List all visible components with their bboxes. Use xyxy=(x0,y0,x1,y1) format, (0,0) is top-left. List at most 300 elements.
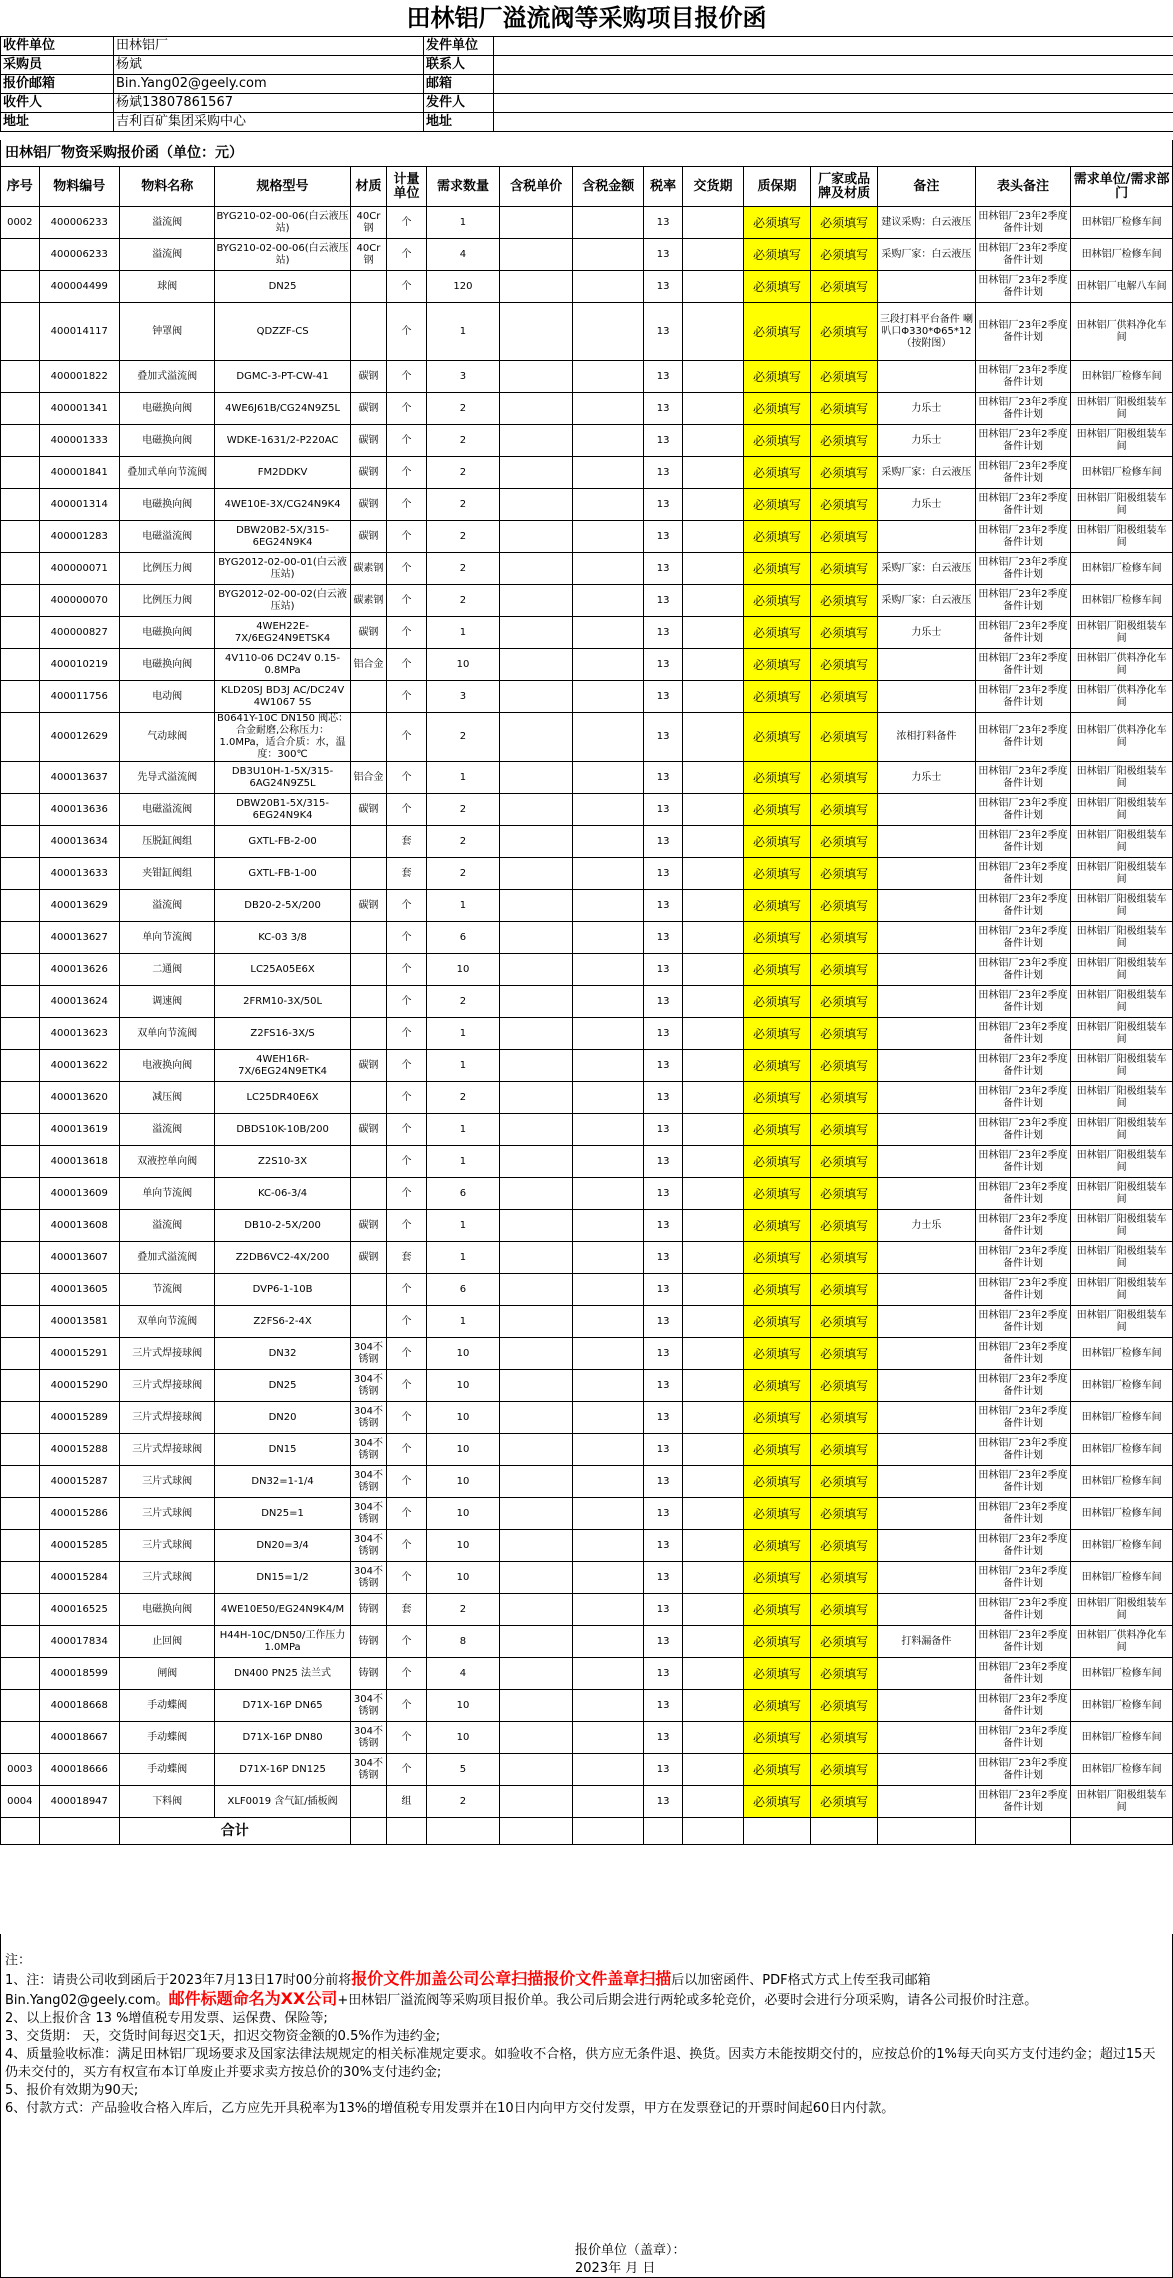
unit-price-input[interactable] xyxy=(500,1370,573,1402)
amount-input[interactable] xyxy=(573,922,644,954)
unit-price-input[interactable] xyxy=(500,826,573,858)
delivery-input[interactable] xyxy=(682,553,743,585)
remark xyxy=(878,826,976,858)
material: 碳钢 xyxy=(350,617,387,649)
unit-price-input[interactable] xyxy=(500,553,573,585)
material-code: 400012629 xyxy=(39,713,119,762)
brand-input[interactable]: 必须填写 xyxy=(811,1754,878,1786)
unit-price-input[interactable] xyxy=(500,1466,573,1498)
delivery-input[interactable] xyxy=(682,617,743,649)
delivery-input[interactable] xyxy=(682,1306,743,1338)
unit-price-input[interactable] xyxy=(500,1178,573,1210)
amount-input[interactable] xyxy=(573,1082,644,1114)
amount-input[interactable] xyxy=(573,986,644,1018)
brand-input[interactable]: 必须填写 xyxy=(811,617,878,649)
warranty-input[interactable]: 必须填写 xyxy=(743,1786,810,1818)
delivery-input[interactable] xyxy=(682,1338,743,1370)
brand-input[interactable]: 必须填写 xyxy=(811,1274,878,1306)
column-header: 厂家或品牌及材质 xyxy=(811,167,878,207)
amount-input[interactable] xyxy=(573,271,644,303)
warranty-input[interactable]: 必须填写 xyxy=(743,585,810,617)
amount-input[interactable] xyxy=(573,1146,644,1178)
unit-price-input[interactable] xyxy=(500,1562,573,1594)
delivery-input[interactable] xyxy=(682,1562,743,1594)
delivery-input[interactable] xyxy=(682,1754,743,1786)
delivery-input[interactable] xyxy=(682,681,743,713)
delivery-input[interactable] xyxy=(682,1242,743,1274)
brand-input[interactable]: 必须填写 xyxy=(811,1402,878,1434)
brand-input[interactable]: 必须填写 xyxy=(811,585,878,617)
delivery-input[interactable] xyxy=(682,858,743,890)
material-code: 400015286 xyxy=(39,1498,119,1530)
delivery-input[interactable] xyxy=(682,1434,743,1466)
warranty-input[interactable]: 必须填写 xyxy=(743,649,810,681)
brand-input[interactable]: 必须填写 xyxy=(811,521,878,553)
spec-model: DN15=1/2 xyxy=(215,1562,350,1594)
brand-input[interactable]: 必须填写 xyxy=(811,207,878,239)
warranty-input[interactable]: 必须填写 xyxy=(743,1530,810,1562)
unit-price-input[interactable] xyxy=(500,271,573,303)
material-code: 400000070 xyxy=(39,585,119,617)
brand-input[interactable]: 必须填写 xyxy=(811,393,878,425)
unit-price-input[interactable] xyxy=(500,1498,573,1530)
delivery-input[interactable] xyxy=(682,1018,743,1050)
amount-input[interactable] xyxy=(573,1466,644,1498)
brand-input[interactable]: 必须填写 xyxy=(811,1498,878,1530)
amount-input[interactable] xyxy=(573,1018,644,1050)
info-row xyxy=(1,56,1173,75)
brand-input[interactable]: 必须填写 xyxy=(811,1338,878,1370)
unit: 个 xyxy=(387,1306,427,1338)
warranty-input[interactable]: 必须填写 xyxy=(743,1178,810,1210)
seq xyxy=(1,1690,40,1722)
delivery-input[interactable] xyxy=(682,1466,743,1498)
unit-price-input[interactable] xyxy=(500,1626,573,1658)
unit-price-input[interactable] xyxy=(500,1690,573,1722)
demand-dept: 田林铝厂阳极组装车间 xyxy=(1071,1242,1173,1274)
amount-input[interactable] xyxy=(573,1786,644,1818)
amount-input[interactable] xyxy=(573,1210,644,1242)
material: 铸钢 xyxy=(350,1658,387,1690)
brand-input[interactable]: 必须填写 xyxy=(811,1210,878,1242)
unit-price-input[interactable] xyxy=(500,457,573,489)
amount-input[interactable] xyxy=(573,553,644,585)
warranty-input[interactable]: 必须填写 xyxy=(743,986,810,1018)
amount-input[interactable] xyxy=(573,1562,644,1594)
brand-input[interactable]: 必须填写 xyxy=(811,1018,878,1050)
material-name: 三片式球阀 xyxy=(119,1466,215,1498)
amount-input[interactable] xyxy=(573,1274,644,1306)
brand-input[interactable]: 必须填写 xyxy=(811,1786,878,1818)
warranty-input[interactable]: 必须填写 xyxy=(743,762,810,794)
delivery-input[interactable] xyxy=(682,1594,743,1626)
delivery-input[interactable] xyxy=(682,762,743,794)
seq xyxy=(1,393,40,425)
amount-input[interactable] xyxy=(573,393,644,425)
unit-price-input[interactable] xyxy=(500,1018,573,1050)
delivery-input[interactable] xyxy=(682,489,743,521)
unit-price-input[interactable] xyxy=(500,858,573,890)
unit-price-input[interactable] xyxy=(500,303,573,361)
delivery-input[interactable] xyxy=(682,521,743,553)
unit-price-input[interactable] xyxy=(500,1722,573,1754)
unit-price-input[interactable] xyxy=(500,1306,573,1338)
unit-price-input[interactable] xyxy=(500,1402,573,1434)
brand-input[interactable]: 必须填写 xyxy=(811,1722,878,1754)
warranty-input[interactable]: 必须填写 xyxy=(743,858,810,890)
tax-rate: 13 xyxy=(644,826,683,858)
table-row xyxy=(1,762,1173,794)
delivery-input[interactable] xyxy=(682,1050,743,1082)
warranty-input[interactable]: 必须填写 xyxy=(743,954,810,986)
total-amount-input[interactable] xyxy=(573,1818,644,1845)
warranty-input[interactable]: 必须填写 xyxy=(743,1370,810,1402)
brand-input[interactable]: 必须填写 xyxy=(811,762,878,794)
amount-input[interactable] xyxy=(573,1594,644,1626)
brand-input[interactable]: 必须填写 xyxy=(811,826,878,858)
amount-input[interactable] xyxy=(573,858,644,890)
delivery-input[interactable] xyxy=(682,922,743,954)
unit-price-input[interactable] xyxy=(500,425,573,457)
brand-input[interactable]: 必须填写 xyxy=(811,1562,878,1594)
header-remark: 田林铝厂23年2季度备件计划 xyxy=(975,1242,1071,1274)
amount-input[interactable] xyxy=(573,1754,644,1786)
unit-price-input[interactable] xyxy=(500,794,573,826)
amount-input[interactable] xyxy=(573,1338,644,1370)
delivery-input[interactable] xyxy=(682,425,743,457)
brand-input[interactable]: 必须填写 xyxy=(811,1434,878,1466)
warranty-input[interactable]: 必须填写 xyxy=(743,425,810,457)
amount-input[interactable] xyxy=(573,1658,644,1690)
seq xyxy=(1,681,40,713)
brand-input[interactable]: 必须填写 xyxy=(811,858,878,890)
warranty-input[interactable]: 必须填写 xyxy=(743,890,810,922)
delivery-input[interactable] xyxy=(682,207,743,239)
brand-input[interactable]: 必须填写 xyxy=(811,1178,878,1210)
warranty-input[interactable]: 必须填写 xyxy=(743,1722,810,1754)
warranty-input[interactable]: 必须填写 xyxy=(743,553,810,585)
unit-price-input[interactable] xyxy=(500,585,573,617)
warranty-input[interactable]: 必须填写 xyxy=(743,393,810,425)
warranty-input[interactable]: 必须填写 xyxy=(743,239,810,271)
warranty-input[interactable]: 必须填写 xyxy=(743,1082,810,1114)
delivery-input[interactable] xyxy=(682,1146,743,1178)
amount-input[interactable] xyxy=(573,890,644,922)
amount-input[interactable] xyxy=(573,239,644,271)
warranty-input[interactable]: 必须填写 xyxy=(743,794,810,826)
brand-input[interactable]: 必须填写 xyxy=(811,1594,878,1626)
warranty-input[interactable]: 必须填写 xyxy=(743,922,810,954)
header-remark: 田林铝厂23年2季度备件计划 xyxy=(975,1434,1071,1466)
unit: 个 xyxy=(387,1658,427,1690)
brand-input[interactable]: 必须填写 xyxy=(811,1050,878,1082)
unit-price-input[interactable] xyxy=(500,1594,573,1626)
header-remark: 田林铝厂23年2季度备件计划 xyxy=(975,239,1071,271)
brand-input[interactable]: 必须填写 xyxy=(811,1242,878,1274)
unit-price-input[interactable] xyxy=(500,1786,573,1818)
material-code: 400013627 xyxy=(39,922,119,954)
demand-dept: 田林铝厂检修车间 xyxy=(1071,239,1173,271)
amount-input[interactable] xyxy=(573,1530,644,1562)
warranty-input[interactable]: 必须填写 xyxy=(743,1434,810,1466)
unit-price-input[interactable] xyxy=(500,986,573,1018)
amount-input[interactable] xyxy=(573,1050,644,1082)
brand-input[interactable]: 必须填写 xyxy=(811,1690,878,1722)
unit-price-input[interactable] xyxy=(500,1050,573,1082)
header-remark: 田林铝厂23年2季度备件计划 xyxy=(975,1722,1071,1754)
amount-input[interactable] xyxy=(573,1306,644,1338)
brand-input[interactable]: 必须填写 xyxy=(811,1626,878,1658)
quantity: 1 xyxy=(426,1210,499,1242)
delivery-input[interactable] xyxy=(682,1402,743,1434)
warranty-input[interactable]: 必须填写 xyxy=(743,1114,810,1146)
remark xyxy=(878,794,976,826)
unit-price-input[interactable] xyxy=(500,521,573,553)
warranty-input[interactable]: 必须填写 xyxy=(743,1626,810,1658)
warranty-input[interactable]: 必须填写 xyxy=(743,1402,810,1434)
brand-input[interactable]: 必须填写 xyxy=(811,713,878,762)
unit-price-input[interactable] xyxy=(500,1146,573,1178)
brand-input[interactable]: 必须填写 xyxy=(811,954,878,986)
delivery-input[interactable] xyxy=(682,1114,743,1146)
warranty-input[interactable]: 必须填写 xyxy=(743,361,810,393)
brand-input[interactable]: 必须填写 xyxy=(811,794,878,826)
brand-input[interactable]: 必须填写 xyxy=(811,553,878,585)
warranty-input[interactable]: 必须填写 xyxy=(743,1658,810,1690)
warranty-input[interactable]: 必须填写 xyxy=(743,1498,810,1530)
brand-input[interactable]: 必须填写 xyxy=(811,1370,878,1402)
note-6: 6、付款方式：产品验收合格入库后，乙方应先开具税率为13%的增值税专用发票并在10日内向甲方交付发票，甲方在发票登记的开票时间起60日内付款。 xyxy=(5,2101,895,2116)
delivery-input[interactable] xyxy=(682,1626,743,1658)
delivery-input[interactable] xyxy=(682,239,743,271)
delivery-input[interactable] xyxy=(682,954,743,986)
amount-input[interactable] xyxy=(573,521,644,553)
amount-input[interactable] xyxy=(573,1690,644,1722)
amount-input[interactable] xyxy=(573,1114,644,1146)
brand-input[interactable]: 必须填写 xyxy=(811,1306,878,1338)
delivery-input[interactable] xyxy=(682,890,743,922)
amount-input[interactable] xyxy=(573,1370,644,1402)
amount-input[interactable] xyxy=(573,207,644,239)
amount-input[interactable] xyxy=(573,1178,644,1210)
unit-price-input[interactable] xyxy=(500,649,573,681)
quantity: 3 xyxy=(426,361,499,393)
delivery-input[interactable] xyxy=(682,1530,743,1562)
amount-input[interactable] xyxy=(573,1722,644,1754)
warranty-input[interactable]: 必须填写 xyxy=(743,457,810,489)
unit-price-input[interactable] xyxy=(500,1338,573,1370)
material: 304不锈钢 xyxy=(350,1722,387,1754)
delivery-input[interactable] xyxy=(682,1082,743,1114)
delivery-input[interactable] xyxy=(682,1690,743,1722)
warranty-input[interactable]: 必须填写 xyxy=(743,1146,810,1178)
unit-price-input[interactable] xyxy=(500,617,573,649)
brand-input[interactable]: 必须填写 xyxy=(811,890,878,922)
info-label: 发件单位 xyxy=(424,37,494,56)
column-header: 需求数量 xyxy=(426,167,499,207)
unit-price-input[interactable] xyxy=(500,393,573,425)
delivery-input[interactable] xyxy=(682,1658,743,1690)
warranty-input[interactable]: 必须填写 xyxy=(743,1466,810,1498)
amount-input[interactable] xyxy=(573,1498,644,1530)
amount-input[interactable] xyxy=(573,457,644,489)
unit-price-input[interactable] xyxy=(500,1082,573,1114)
brand-input[interactable]: 必须填写 xyxy=(811,457,878,489)
seq xyxy=(1,826,40,858)
warranty-input[interactable]: 必须填写 xyxy=(743,271,810,303)
table-row xyxy=(1,585,1173,617)
table-row xyxy=(1,425,1173,457)
unit-price-input[interactable] xyxy=(500,1754,573,1786)
quantity: 1 xyxy=(426,1050,499,1082)
header-remark: 田林铝厂23年2季度备件计划 xyxy=(975,1274,1071,1306)
unit-price-input[interactable] xyxy=(500,1434,573,1466)
amount-input[interactable] xyxy=(573,649,644,681)
tax-rate: 13 xyxy=(644,1754,683,1786)
table-row xyxy=(1,713,1173,762)
delivery-input[interactable] xyxy=(682,361,743,393)
demand-dept: 田林铝厂检修车间 xyxy=(1071,361,1173,393)
unit-price-input[interactable] xyxy=(500,1658,573,1690)
delivery-input[interactable] xyxy=(682,393,743,425)
brand-input[interactable]: 必须填写 xyxy=(811,361,878,393)
delivery-input[interactable] xyxy=(682,713,743,762)
delivery-input[interactable] xyxy=(682,1498,743,1530)
unit-price-input[interactable] xyxy=(500,681,573,713)
brand-input[interactable]: 必须填写 xyxy=(811,239,878,271)
unit-price-input[interactable] xyxy=(500,922,573,954)
warranty-input[interactable]: 必须填写 xyxy=(743,521,810,553)
unit-price-input[interactable] xyxy=(500,1210,573,1242)
brand-input[interactable]: 必须填写 xyxy=(811,1082,878,1114)
delivery-input[interactable] xyxy=(682,271,743,303)
amount-input[interactable] xyxy=(573,681,644,713)
warranty-input[interactable]: 必须填写 xyxy=(743,1210,810,1242)
delivery-input[interactable] xyxy=(682,826,743,858)
warranty-input[interactable]: 必须填写 xyxy=(743,1018,810,1050)
warranty-input[interactable]: 必须填写 xyxy=(743,1690,810,1722)
amount-input[interactable] xyxy=(573,954,644,986)
warranty-input[interactable]: 必须填写 xyxy=(743,681,810,713)
brand-input[interactable]: 必须填写 xyxy=(811,649,878,681)
brand-input[interactable]: 必须填写 xyxy=(811,489,878,521)
delivery-input[interactable] xyxy=(682,986,743,1018)
warranty-input[interactable]: 必须填写 xyxy=(743,1754,810,1786)
remark xyxy=(878,649,976,681)
unit-price-input[interactable] xyxy=(500,890,573,922)
amount-input[interactable] xyxy=(573,303,644,361)
brand-input[interactable]: 必须填写 xyxy=(811,1530,878,1562)
amount-input[interactable] xyxy=(573,1434,644,1466)
delivery-input[interactable] xyxy=(682,585,743,617)
unit-price-input[interactable] xyxy=(500,361,573,393)
brand-input[interactable]: 必须填写 xyxy=(811,303,878,361)
amount-input[interactable] xyxy=(573,826,644,858)
warranty-input[interactable]: 必须填写 xyxy=(743,1242,810,1274)
unit: 个 xyxy=(387,954,427,986)
delivery-input[interactable] xyxy=(682,1786,743,1818)
header-remark: 田林铝厂23年2季度备件计划 xyxy=(975,1786,1071,1818)
brand-input[interactable]: 必须填写 xyxy=(811,1466,878,1498)
amount-input[interactable] xyxy=(573,1402,644,1434)
brand-input[interactable]: 必须填写 xyxy=(811,1114,878,1146)
unit-price-input[interactable] xyxy=(500,762,573,794)
table-row xyxy=(1,890,1173,922)
amount-input[interactable] xyxy=(573,1626,644,1658)
unit-price-input[interactable] xyxy=(500,1242,573,1274)
brand-input[interactable]: 必须填写 xyxy=(811,1146,878,1178)
brand-input[interactable]: 必须填写 xyxy=(811,271,878,303)
unit-price-input[interactable] xyxy=(500,713,573,762)
tax-rate: 13 xyxy=(644,521,683,553)
warranty-input[interactable]: 必须填写 xyxy=(743,1562,810,1594)
delivery-input[interactable] xyxy=(682,794,743,826)
unit-price-input[interactable] xyxy=(500,1274,573,1306)
warranty-input[interactable]: 必须填写 xyxy=(743,713,810,762)
amount-input[interactable] xyxy=(573,1242,644,1274)
warranty-input[interactable]: 必须填写 xyxy=(743,207,810,239)
amount-input[interactable] xyxy=(573,713,644,762)
delivery-input[interactable] xyxy=(682,1210,743,1242)
delivery-input[interactable] xyxy=(682,1722,743,1754)
warranty-input[interactable]: 必须填写 xyxy=(743,1338,810,1370)
warranty-input[interactable]: 必须填写 xyxy=(743,303,810,361)
warranty-input[interactable]: 必须填写 xyxy=(743,1274,810,1306)
unit-price-input[interactable] xyxy=(500,207,573,239)
delivery-input[interactable] xyxy=(682,1274,743,1306)
remark: 力乐士 xyxy=(878,617,976,649)
brand-input[interactable]: 必须填写 xyxy=(811,986,878,1018)
warranty-input[interactable]: 必须填写 xyxy=(743,1306,810,1338)
table-row xyxy=(1,1242,1173,1274)
brand-input[interactable]: 必须填写 xyxy=(811,681,878,713)
delivery-input[interactable] xyxy=(682,1178,743,1210)
amount-input[interactable] xyxy=(573,762,644,794)
quantity: 2 xyxy=(426,393,499,425)
material-code: 400015287 xyxy=(39,1466,119,1498)
amount-input[interactable] xyxy=(573,489,644,521)
delivery-input[interactable] xyxy=(682,457,743,489)
warranty-input[interactable]: 必须填写 xyxy=(743,1594,810,1626)
unit-price-input[interactable] xyxy=(500,489,573,521)
delivery-input[interactable] xyxy=(682,1370,743,1402)
brand-input[interactable]: 必须填写 xyxy=(811,1658,878,1690)
amount-input[interactable] xyxy=(573,585,644,617)
amount-input[interactable] xyxy=(573,794,644,826)
unit-price-input[interactable] xyxy=(500,1114,573,1146)
warranty-input[interactable]: 必须填写 xyxy=(743,826,810,858)
delivery-input[interactable] xyxy=(682,649,743,681)
unit-price-input[interactable] xyxy=(500,239,573,271)
warranty-input[interactable]: 必须填写 xyxy=(743,617,810,649)
amount-input[interactable] xyxy=(573,617,644,649)
warranty-input[interactable]: 必须填写 xyxy=(743,489,810,521)
tax-rate: 13 xyxy=(644,239,683,271)
amount-input[interactable] xyxy=(573,425,644,457)
delivery-input[interactable] xyxy=(682,303,743,361)
remark xyxy=(878,1402,976,1434)
table-row xyxy=(1,617,1173,649)
spec-model: DN32=1-1/4 xyxy=(215,1466,350,1498)
header-remark: 田林铝厂23年2季度备件计划 xyxy=(975,762,1071,794)
header-remark: 田林铝厂23年2季度备件计划 xyxy=(975,303,1071,361)
warranty-input[interactable]: 必须填写 xyxy=(743,1050,810,1082)
brand-input[interactable]: 必须填写 xyxy=(811,922,878,954)
brand-input[interactable]: 必须填写 xyxy=(811,425,878,457)
unit-price-input[interactable] xyxy=(500,954,573,986)
amount-input[interactable] xyxy=(573,361,644,393)
unit-price-input[interactable] xyxy=(500,1530,573,1562)
